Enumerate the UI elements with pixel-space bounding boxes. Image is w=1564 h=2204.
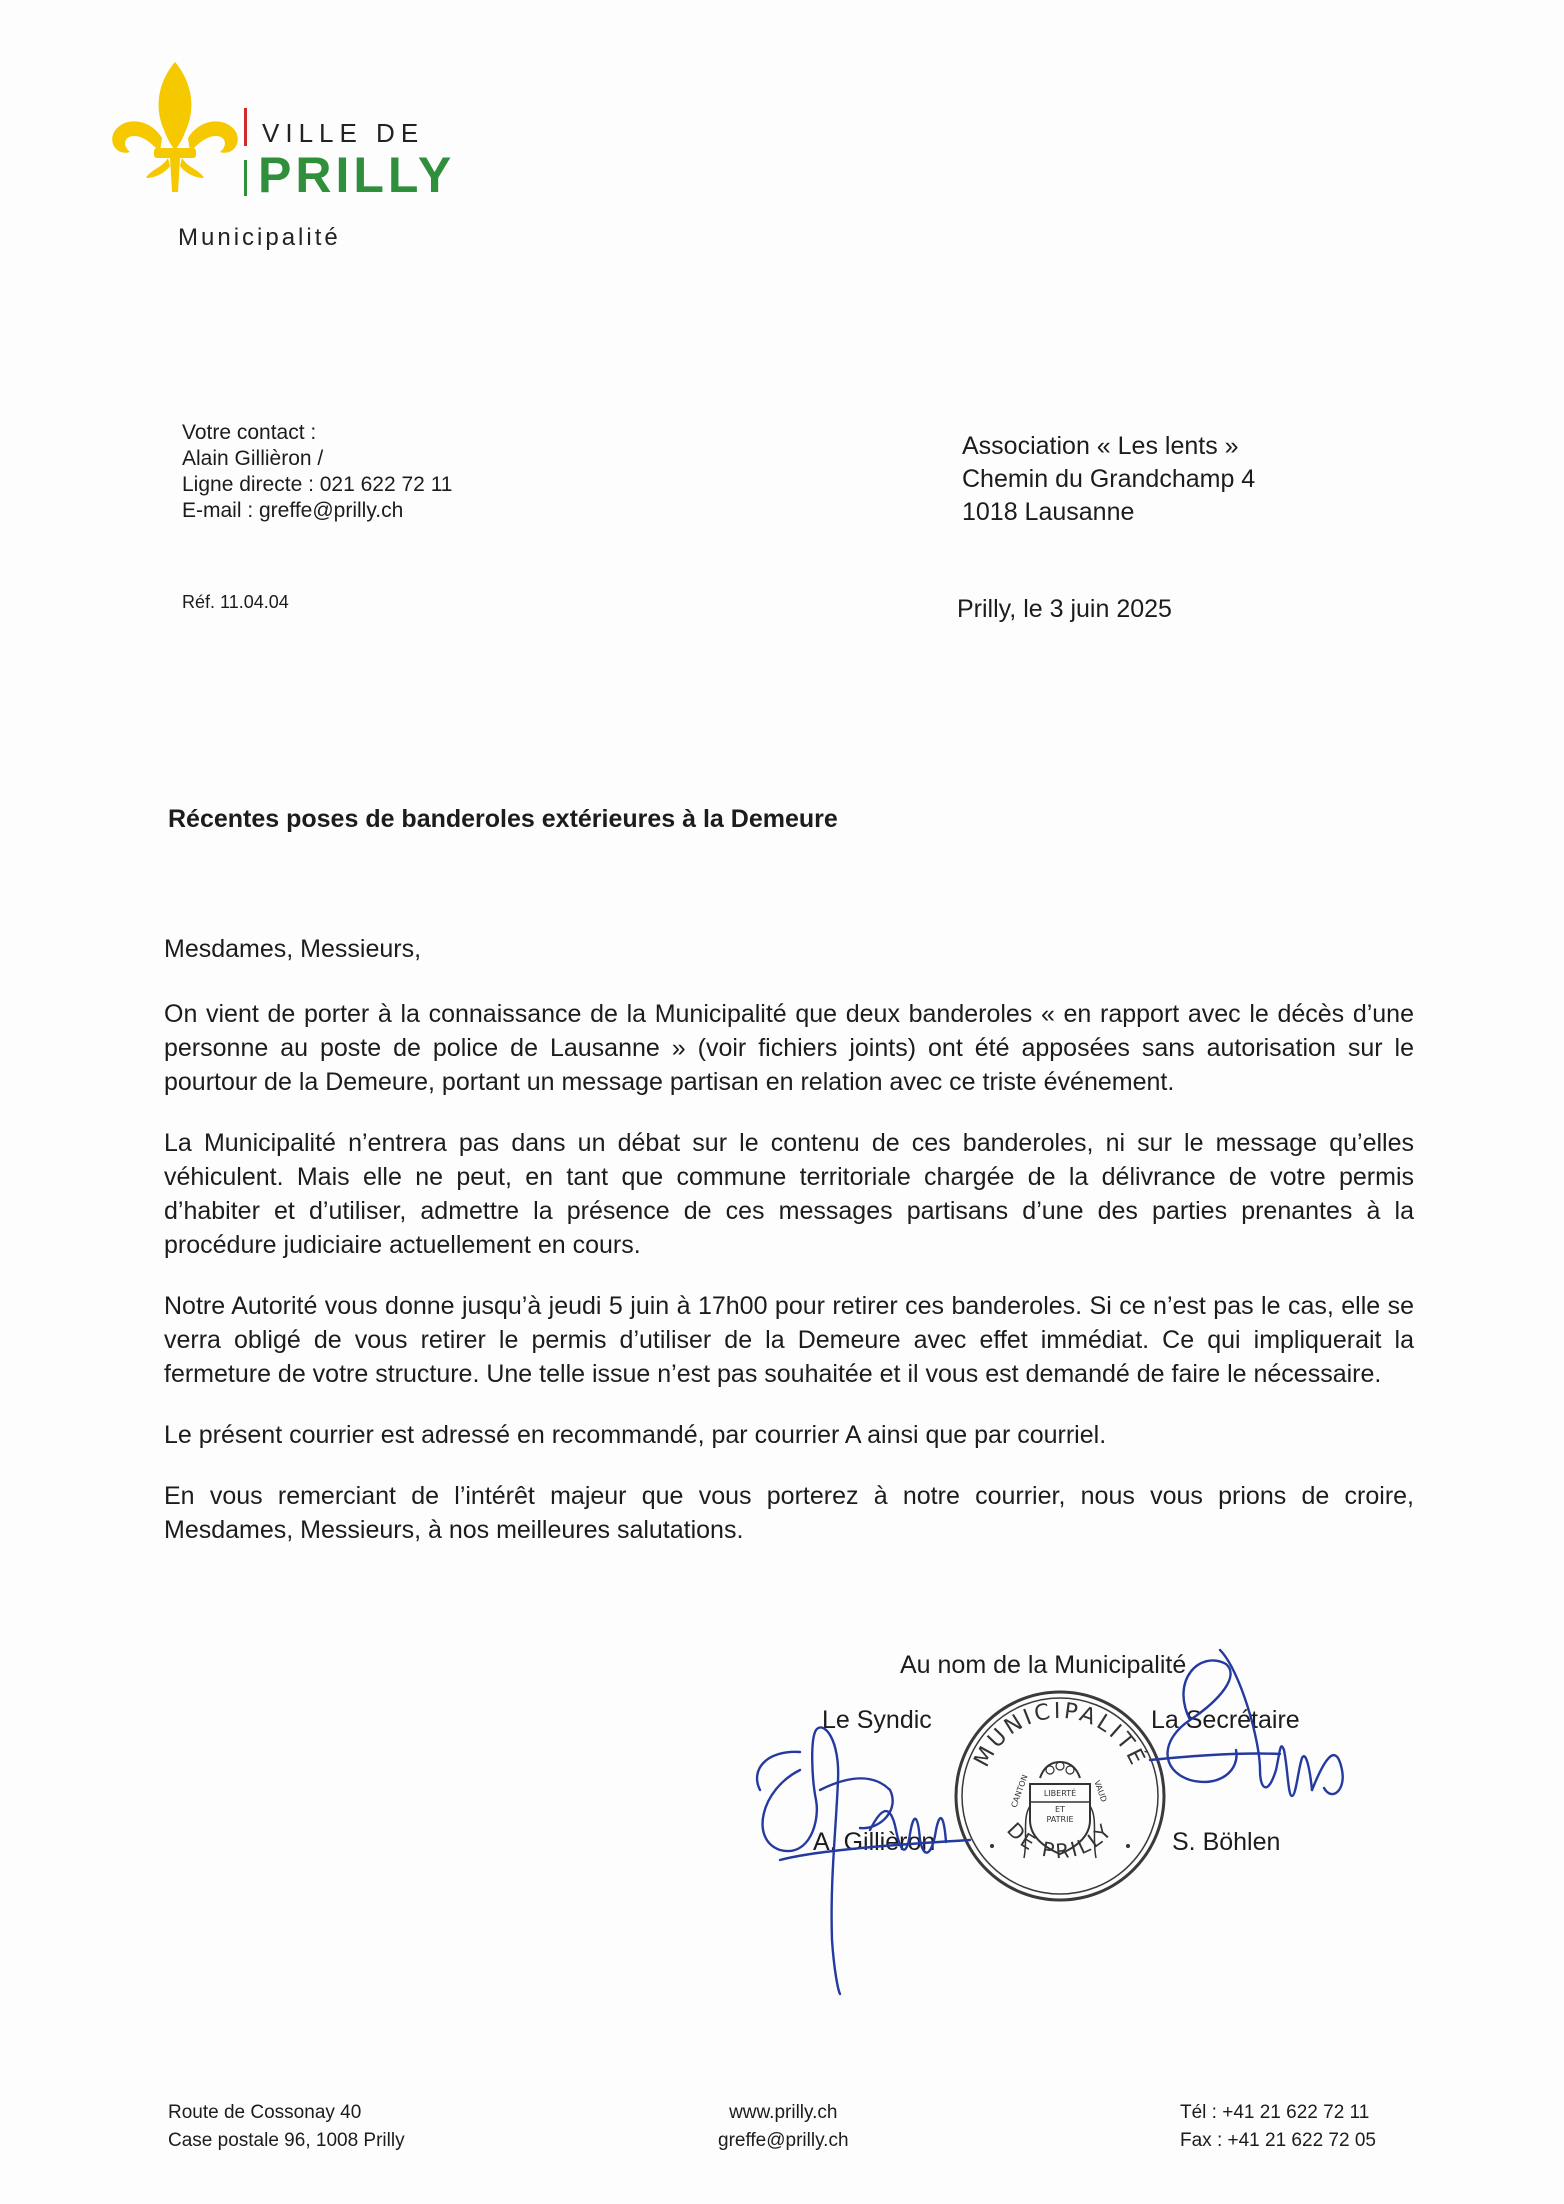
footer-address-line: Case postale 96, 1008 Prilly <box>168 2130 405 2151</box>
seal-canton-left: CANTON <box>1009 1773 1030 1809</box>
addressee-line: Chemin du Grandchamp 4 <box>962 465 1256 493</box>
svg-text:MUNICIPALITÉ <box>970 1699 1152 1771</box>
logo-accent-rule <box>244 108 247 196</box>
footer-fax: Fax : +41 21 622 72 05 <box>1180 2130 1376 2151</box>
footer-address <box>168 2099 405 2155</box>
subject-line: Récentes poses de banderoles extérieures à la Demeure <box>168 805 838 833</box>
on-behalf-line: Au nom de la Municipalité <box>900 1651 1187 1679</box>
addressee-line: Association « Les lents » <box>962 432 1239 460</box>
footer-website-link[interactable]: www.prilly.ch <box>729 2102 838 2123</box>
letter-body <box>164 932 1414 1574</box>
secretaire-name: S. Böhlen <box>1172 1828 1281 1856</box>
contact-email: E-mail : greffe@prilly.ch <box>182 499 404 522</box>
seal-top-text: MUNICIPALITÉ <box>969 1698 1151 1772</box>
seal-canton-right: VAUD <box>1092 1779 1109 1804</box>
addressee-line: 1018 Lausanne <box>962 498 1135 526</box>
contact-phone: Ligne directe : 021 622 72 11 <box>182 473 453 496</box>
syndic-signature-stroke-5 <box>757 1752 800 1790</box>
seal-motto-3: PATRIE <box>1046 1815 1074 1824</box>
svg-text:DE PRILLY <box>1002 1818 1117 1864</box>
contact-label: Votre contact : <box>182 421 317 444</box>
footer-email-link[interactable]: greffe@prilly.ch <box>718 2130 849 2151</box>
footer-tel: Tél : +41 21 622 72 11 <box>1180 2102 1370 2123</box>
body-paragraph: Notre Autorité vous donne jusqu’à jeudi 5 juin à 17h00 pour retirer ces banderoles. Si ce n’est pas le cas, elle se verra obligé de vous retirer le permis d’utiliser de la Demeure avec effet immédiat. Ce qui impliquerait la fermeture de votre structure. Une telle issue n’est pas souhaitée et il vous est demandé de faire le nécessaire. <box>164 1292 1414 1388</box>
footer-phone <box>1180 2099 1376 2155</box>
syndic-name: A. Gillièron <box>813 1828 936 1856</box>
date-line: Prilly, le 3 juin 2025 <box>957 595 1172 623</box>
footer-address-line: Route de Cossonay 40 <box>168 2102 362 2123</box>
body-paragraph: On vient de porter à la connaissance de la Municipalité que deux banderoles « en rapport avec le décès d’une personne au poste de police de Lausanne » (voir fichiers joints) ont été apposées sans autorisation sur le pourtour de la Demeure, portant un message partisan en relation avec ce triste événement. <box>164 1000 1414 1096</box>
footer-web <box>718 2099 849 2155</box>
reference: Réf. 11.04.04 <box>182 592 289 612</box>
syndic-signature-stroke-2 <box>820 1778 893 1828</box>
seal-motto-1: LIBERTÉ <box>1043 1789 1077 1798</box>
logo-subtitle: Municipalité <box>178 224 341 251</box>
contact-block <box>182 420 453 524</box>
seal-bottom-text: DE PRILLY <box>1002 1817 1118 1864</box>
logo-ville-de: VILLE DE <box>262 118 425 148</box>
logo-prilly: PRILLY <box>258 147 456 203</box>
fleur-de-lis-icon <box>110 60 240 200</box>
seal-motto-2: ET <box>1055 1805 1065 1814</box>
secretaire-signature-stroke-4 <box>1150 1753 1280 1760</box>
body-paragraph: Le présent courrier est adressé en recommandé, par courrier A ainsi que par courriel. <box>164 1421 1107 1449</box>
secretaire-signature-stroke-3 <box>1312 1755 1343 1794</box>
syndic-title: Le Syndic <box>822 1706 932 1734</box>
syndic-signature-stroke-1 <box>763 1727 840 1994</box>
official-seal <box>952 1688 1168 1904</box>
salutation: Mesdames, Messieurs, <box>164 935 422 963</box>
addressee-block <box>962 430 1255 529</box>
closing-paragraph: En vous remerciant de l’intérêt majeur que vous porterez à notre courrier, nous vous prions de croire, Mesdames, Messieurs, à nos meilleures salutations. <box>164 1482 1414 1544</box>
secretaire-title: La Secrétaire <box>1151 1706 1300 1734</box>
body-paragraph: La Municipalité n’entrera pas dans un débat sur le contenu de ces banderoles, ni sur le message qu’elles véhiculent. Mais elle ne peut, en tant que commune territoriale chargée de la délivrance de votre permis d’habiter et d’utiliser, admettre la présence de ces messages partisans d’une des parties prenantes à la procédure judiciaire actuellement en cours. <box>164 1129 1414 1259</box>
contact-person: Alain Gillièron / <box>182 447 324 470</box>
